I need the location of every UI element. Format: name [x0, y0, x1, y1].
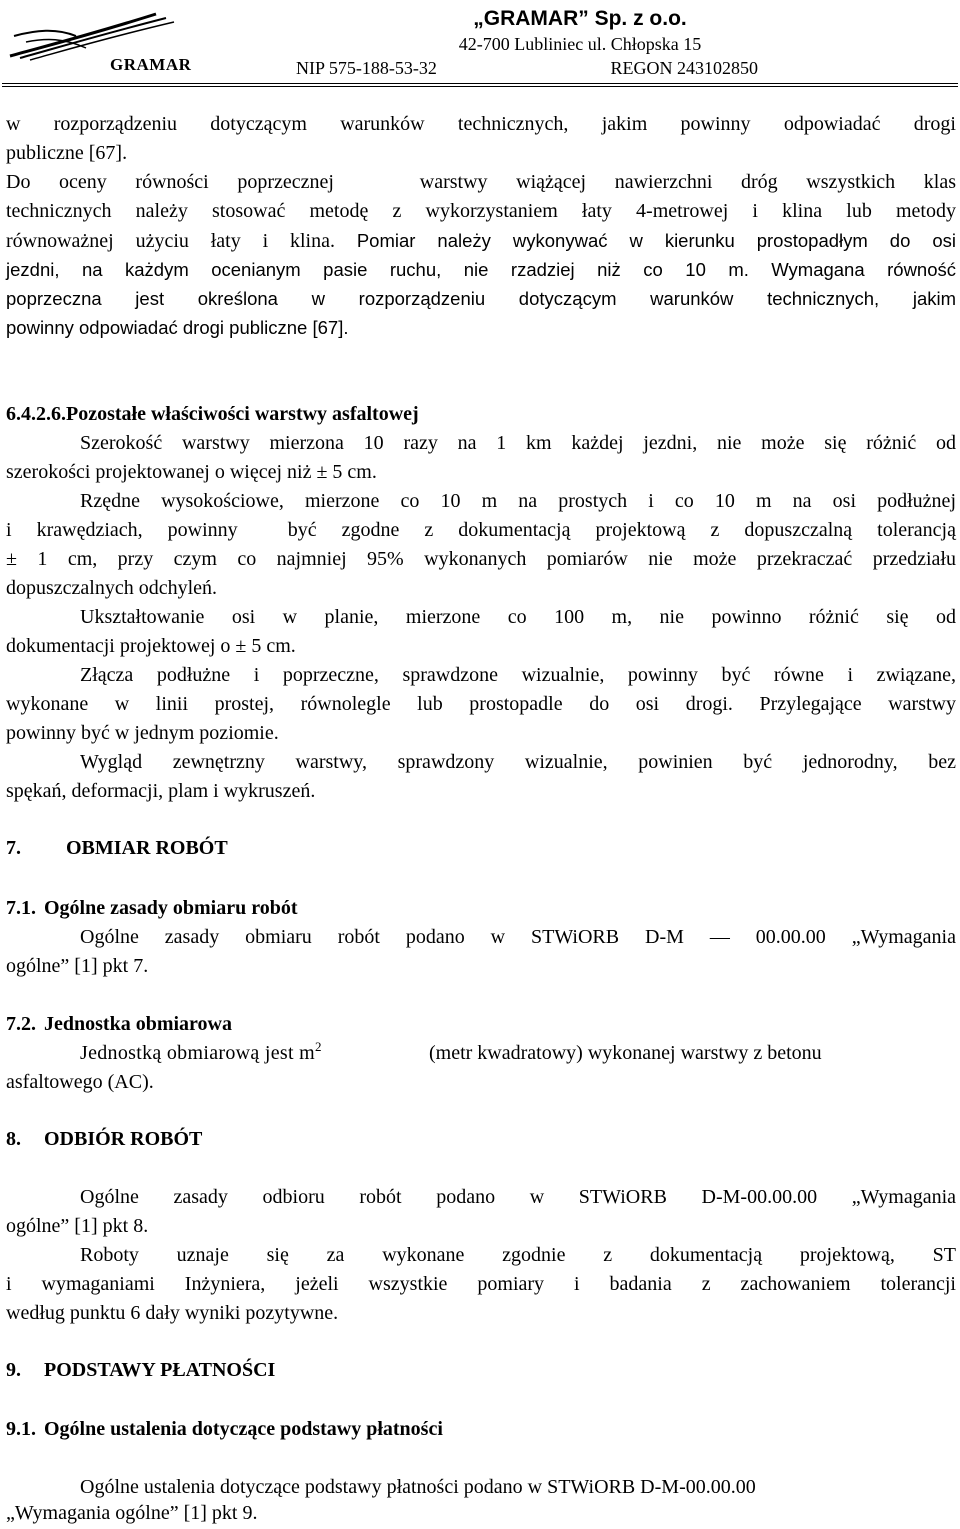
text-line: powinny odpowiadać drogi publiczne [67]. — [6, 317, 349, 338]
text-line: Złącza podłużne i poprzeczne, sprawdzone wizualnie, powinny być równe i związane, — [80, 664, 956, 686]
text-line: Ogólne zasady odbioru robót podano w STWiORB D-M-00.00.00 „Wymagania — [80, 1186, 956, 1208]
company-regon: REGON 243102850 — [610, 58, 758, 78]
text-line: w rozporządzeniu dotyczącym warunków technicznych, jakim powinny odpowiadać drogi — [6, 113, 956, 135]
section-number: 7.1. — [6, 897, 36, 919]
text-line: Ogólne ustalenia dotyczące podstawy płatności podano w STWiORB D-M-00.00.00 — [80, 1476, 756, 1498]
section-number: 7.2. — [6, 1013, 36, 1035]
text-line: spękań, deformacji, plam i wykruszeń. — [6, 780, 316, 802]
company-ids — [296, 56, 860, 80]
section-heading-8 — [6, 1125, 956, 1154]
text-fragment: Wymagana równość — [771, 259, 957, 280]
superscript: 2 — [314, 1039, 322, 1054]
text-line: Roboty uznaje się za wykonane zgodnie z dokumentacją projektową, ST — [80, 1244, 956, 1266]
text-line: według punktu 6 dały wyniki pozytywne. — [6, 1302, 339, 1324]
text-line: dokumentacji projektowej o ± 5 cm. — [6, 635, 296, 657]
text-line — [6, 226, 956, 256]
text-line: asfaltowego (AC). — [6, 1071, 154, 1093]
section-heading-9 — [6, 1356, 956, 1385]
company-address: 42-700 Lubliniec ul. Chłopska 15 — [458, 34, 702, 54]
section-heading-7 — [6, 834, 956, 863]
text-line: wykonane w linii prostej, równolegle lub prostopadle do osi drogi. Przylegające warstwy — [6, 693, 956, 715]
section-title: Pozostałe właściwości warstwy asfaltowej — [66, 403, 419, 425]
text-line: Do oceny równości poprzecznej warstwy wiążącej nawierzchni dróg wszystkich klas — [6, 171, 956, 193]
text-line: dopuszczalnych odchyleń. — [6, 577, 218, 599]
section-number: 7. — [6, 837, 21, 859]
header-divider-thin — [2, 86, 958, 87]
section-number: 6.4.2.6. — [6, 403, 66, 425]
text-line: Wygląd zewnętrzny warstwy, sprawdzony wizualnie, powinien być jednorodny, bez — [80, 751, 956, 773]
text-line — [80, 1039, 956, 1068]
text-line: poprzeczna jest określona w rozporządzeniu dotyczącym warunków technicznych, jakim — [6, 288, 956, 309]
section-title: ODBIÓR ROBÓT — [44, 1128, 203, 1150]
section-number: 9. — [6, 1359, 21, 1381]
text-line: Ukształtowanie osi w planie, mierzone co 100 m, nie powinno różnić się od — [80, 606, 956, 628]
section-heading-7-1 — [6, 894, 956, 923]
text-fragment: Pomiar należy wykonywać w kierunku prostopadłym do osi — [356, 230, 956, 251]
text-line: publiczne [67]. — [6, 142, 128, 164]
text-line: Ogólne zasady obmiaru robót podano w STWiORB D-M — 00.00.00 „Wymagania — [80, 926, 956, 948]
text-line — [6, 255, 956, 285]
text-fragment: jezdni, na każdym ocenianym pasie ruchu, nie rzadziej niż co 10 m. — [6, 259, 749, 280]
company-name: „GRAMAR” Sp. z o.o. — [473, 7, 687, 30]
text-fragment: (metr kwadratowy) wykonanej warstwy z betonu — [429, 1042, 822, 1064]
section-title: Ogólne zasady obmiaru robót — [44, 897, 298, 919]
text-line: i wymaganiami Inżyniera, jeżeli wszystkie pomiary i badania z zachowaniem tolerancji — [6, 1273, 956, 1295]
section-heading-6-4-2-6 — [6, 400, 956, 429]
company-logo — [6, 6, 192, 78]
text-line: technicznych należy stosować metodę z wykorzystaniem łaty 4-metrowej i klina lub metody — [6, 200, 956, 222]
text-line: ogólne” [1] pkt 8. — [6, 1215, 149, 1237]
section-title: PODSTAWY PŁATNOŚCI — [44, 1359, 276, 1381]
section-number: 8. — [6, 1128, 21, 1150]
text-line: „Wymagania ogólne” [1] pkt 9. — [6, 1502, 258, 1524]
text-line: Rzędne wysokościowe, mierzone co 10 m na prostych i co 10 m na osi podłużnej — [80, 490, 956, 512]
section-heading-7-2 — [6, 1010, 956, 1039]
text-line: powinny być w jednym poziomie. — [6, 722, 279, 744]
section-title: Ogólne ustalenia dotyczące podstawy płatności — [44, 1418, 443, 1440]
text-line: Szerokość warstwy mierzona 10 razy na 1 km każdej jezdni, nie może się różnić od — [80, 432, 956, 454]
text-line: i krawędziach, powinny być zgodne z dokumentacją projektową z dopuszczalną tolerancją — [6, 519, 956, 541]
logo-text: GRAMAR — [110, 55, 192, 74]
section-title: OBMIAR ROBÓT — [66, 837, 228, 859]
company-nip: NIP 575-188-53-32 — [296, 58, 437, 78]
text-line: ± 1 cm, przy czym co najmniej 95% wykonanych pomiarów nie może przekraczać przedziału — [6, 548, 956, 570]
section-heading-9-1 — [6, 1415, 956, 1444]
text-fragment: Jednostką obmiarową jest m — [80, 1042, 315, 1064]
text-fragment: równoważnej użyciu łaty i klina. — [6, 230, 335, 252]
text-line: ogólne” [1] pkt 7. — [6, 955, 149, 977]
section-title: Jednostka obmiarowa — [44, 1013, 232, 1035]
text-line: szerokości projektowanej o więcej niż ± 5 cm. — [6, 461, 377, 483]
header-divider — [2, 83, 958, 84]
section-number: 9.1. — [6, 1418, 36, 1440]
page-header — [0, 0, 960, 90]
company-info — [296, 6, 860, 80]
